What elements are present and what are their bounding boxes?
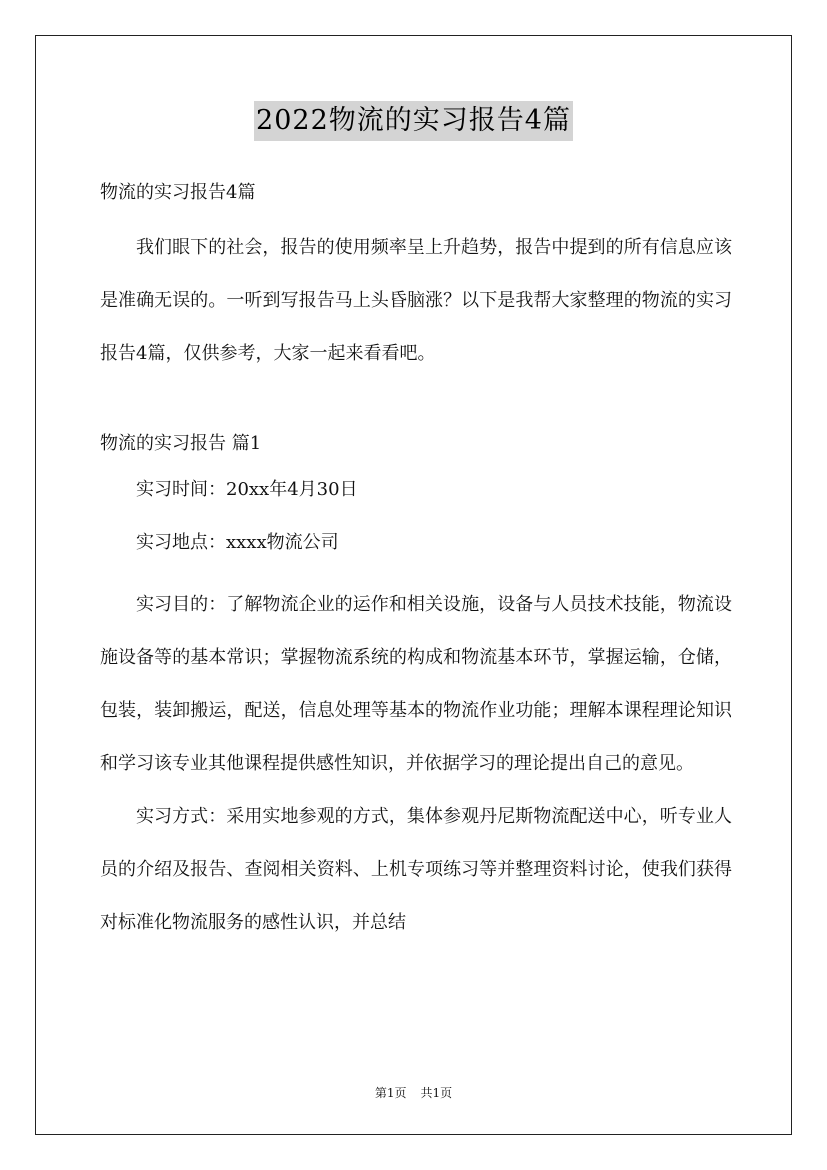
internship-purpose: 实习目的：了解物流企业的运作和相关设施，设备与人员技术技能，物流设施设备等的基本常识；掌握物流系统的构成和物流基本环节，掌握运输，仓储，包装，装卸搬运，配送，信息处理等基本的物流作业功能；理解本课程理论知识和学习该专业其他课程提供感性知识，并依据学习的理论提出自己的意见。 [100, 594, 732, 774]
section-heading: 物流的实习报告 篇1 [100, 433, 262, 454]
title-container [0, 101, 827, 141]
section-gap [100, 380, 732, 426]
document-subtitle: 物流的实习报告4篇 [100, 182, 256, 203]
internship-time: 实习时间：20xx年4月30日 [136, 479, 358, 500]
intro-paragraph: 我们眼下的社会，报告的使用频率呈上升趋势，报告中提到的所有信息应该是准确无误的。一听到写报告马上头昏脑涨？以下是我帮大家整理的物流的实习报告4篇，仅供参考，大家一起来看看吧。 [100, 237, 732, 364]
document-body [100, 175, 732, 949]
document-title: 2022物流的实习报告4篇 [254, 101, 573, 141]
page-number: 第1页 [374, 1086, 407, 1100]
page-total: 共1页 [420, 1086, 453, 1100]
internship-place: 实习地点：xxxx物流公司 [136, 532, 339, 553]
page-footer [0, 1084, 827, 1101]
internship-method: 实习方式：采用实地参观的方式，集体参观丹尼斯物流配送中心，听专业人员的介绍及报告、查阅相关资料、上机专项练习等并整理资料讨论，使我们获得对标准化物流服务的感性认识，并总结 [100, 806, 732, 933]
